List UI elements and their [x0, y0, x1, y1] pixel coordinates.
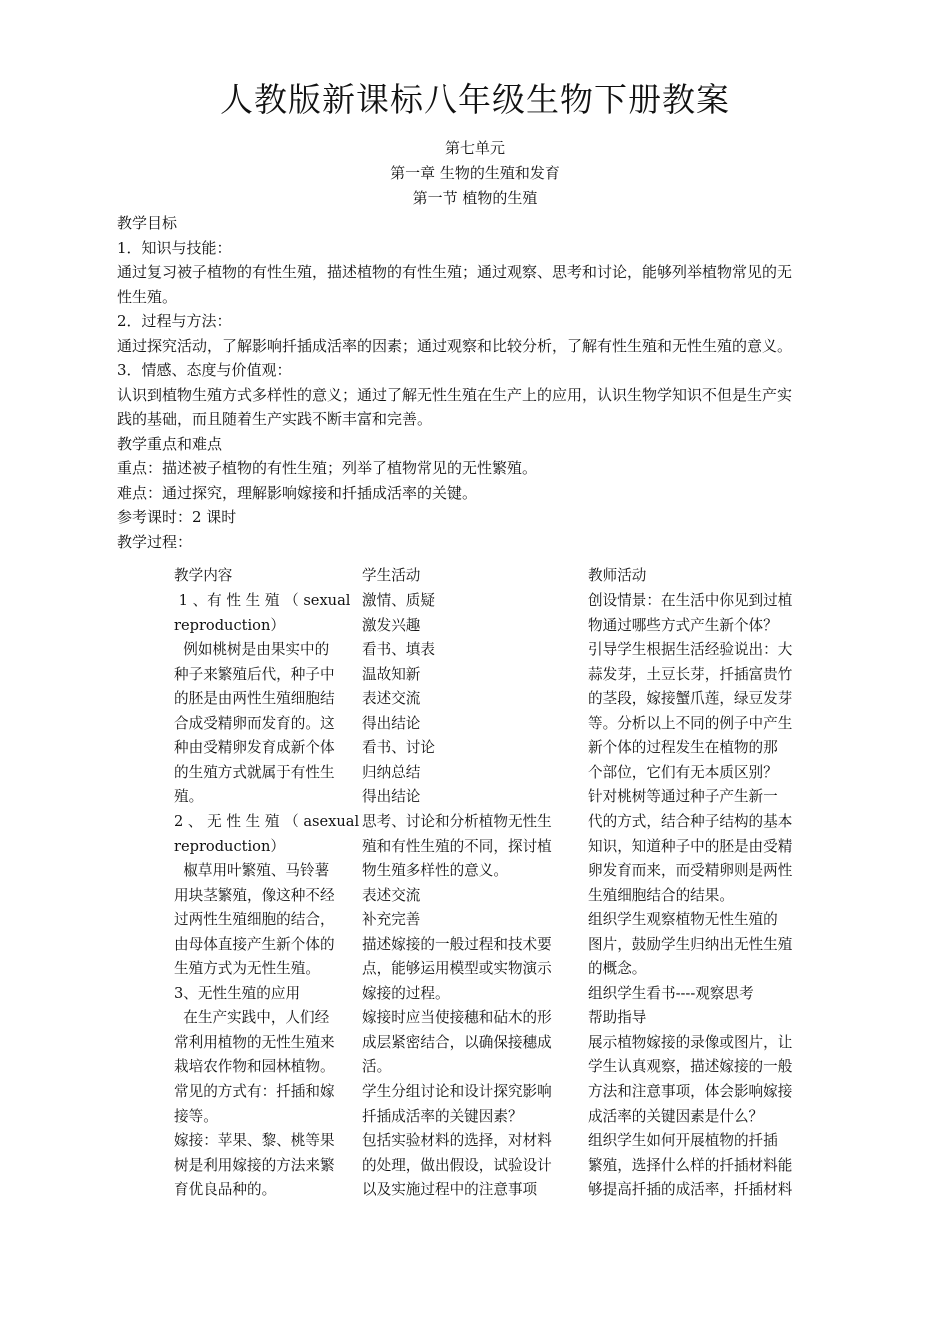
- intro-line: 通过复习被子植物的有性生殖，描述植物的有性生殖；通过观察、思考和讨论，能够列举植物常见的无: [117, 263, 793, 281]
- teacher-activity-line: 方法和注意事项，体会影响嫁接: [588, 1083, 793, 1100]
- content-line: 常利用植物的无性生殖来: [174, 1033, 335, 1051]
- intro-body: [117, 211, 879, 554]
- teacher-activity-line: 的茎段，嫁接蟹爪莲，绿豆发芽: [588, 690, 793, 708]
- content-line: 在生产实践中，人们经: [174, 1009, 330, 1027]
- student-activity-line: 学生分组讨论和设计探究影响: [362, 1083, 552, 1100]
- teacher-activity-line: 代的方式，结合种子结构的基本: [588, 812, 793, 830]
- content-line: 种由受精卵发育成新个体: [174, 739, 335, 757]
- student-activity-line: 温故知新: [362, 665, 421, 683]
- teacher-activity-line: 组织学生看书----观察思考: [588, 984, 754, 1002]
- student-activity-line: 表述交流: [362, 886, 421, 904]
- page-title: 人教版新课标八年级生物下册教案: [220, 80, 730, 119]
- student-activity-line: 补充完善: [362, 911, 421, 929]
- teacher-activity-line: 够提高扦插的成活率，扦插材料: [588, 1181, 793, 1199]
- intro-line: 2．过程与方法：: [117, 312, 232, 330]
- teacher-activity-line: 物通过哪些方式产生新个体？: [588, 616, 778, 634]
- student-activity-line: 成层紧密结合，以确保接穗成: [362, 1033, 552, 1051]
- student-activity-line: 激发兴趣: [362, 616, 421, 634]
- content-line: 由母体直接产生新个体的: [174, 935, 335, 953]
- student-activity-line: 激情、质疑: [362, 592, 435, 609]
- content-line: 栽培农作物和园林植物。: [174, 1058, 335, 1076]
- content-line: 树是利用嫁接的方法来繁: [174, 1156, 335, 1174]
- student-activity-line: 表述交流: [362, 690, 421, 708]
- column-header-teacher: 教师活动: [588, 567, 647, 584]
- student-activity-line: 包括实验材料的选择，对材料: [362, 1132, 552, 1150]
- content-line: 2 、 无 性 生 殖 （ asexual: [174, 812, 360, 830]
- teacher-activity-line: 生殖细胞结合的结果。: [588, 886, 734, 904]
- intro-line: 1．知识与技能：: [117, 238, 232, 257]
- content-line: 过两性生殖细胞的结合，: [174, 911, 335, 929]
- content-line: 常见的方式有：扦插和嫁: [174, 1083, 335, 1100]
- teacher-activity-line: 引导学生根据生活经验说出：大: [588, 641, 793, 659]
- student-activity-line: 点，能够运用模型或实物演示: [362, 960, 552, 978]
- student-activity-line: 得出结论: [362, 788, 421, 806]
- content-line: 的胚是由两性生殖细胞结: [174, 690, 335, 708]
- content-line: 育优良品种的。: [174, 1181, 277, 1199]
- content-line: 合成受精卵而发育的。这: [174, 714, 335, 732]
- section-heading: 第一节 植物的生殖: [412, 189, 538, 207]
- student-activity-line: 嫁接的过程。: [362, 984, 450, 1002]
- student-activity-line: 看书、填表: [362, 641, 435, 659]
- teacher-activity-line: 针对桃树等通过种子产生新一: [588, 788, 778, 806]
- teacher-activity-line: 蒜发芽，土豆长芽，扦插富贵竹: [588, 665, 793, 683]
- content-line: 的生殖方式就属于有性生: [174, 763, 335, 781]
- student-activity-line: 物生殖多样性的意义。: [362, 862, 508, 880]
- content-line: reproduction）: [174, 837, 285, 855]
- teacher-activity-line: 繁殖，选择什么样的扦插材料能: [588, 1156, 793, 1174]
- teacher-activity-line: 展示植物嫁接的录像或图片，让: [588, 1033, 793, 1051]
- teacher-activity-line: 组织学生如何开展植物的扦插: [588, 1132, 778, 1150]
- student-activity-line: 的处理，做出假设，试验设计: [362, 1156, 552, 1174]
- column-header-content: 教学内容: [174, 567, 233, 584]
- unit-heading: 第七单元: [444, 139, 505, 157]
- content-line: 殖。: [174, 788, 204, 806]
- content-line: 生殖方式为无性生殖。: [174, 960, 320, 978]
- teacher-activity-line: 学生认真观察，描述嫁接的一般: [588, 1058, 793, 1076]
- teacher-activity-line: 组织学生观察植物无性生殖的: [588, 911, 778, 929]
- content-line: 接等。: [174, 1107, 218, 1125]
- student-activity-line: 嫁接时应当使接穗和砧木的形: [362, 1009, 552, 1027]
- content-line: 椒草用叶繁殖、马铃薯: [174, 862, 330, 880]
- teacher-activity-line: 等。分析以上不同的例子中产生: [588, 714, 793, 732]
- intro-line: 重点：描述被子植物的有性生殖；列举了植物常见的无性繁殖。: [117, 459, 538, 477]
- content-line: 用块茎繁殖，像这种不经: [174, 886, 335, 904]
- content-line: 3、无性生殖的应用: [174, 984, 301, 1002]
- intro-line: 教学过程：: [117, 532, 193, 551]
- intro-line: 通过探究活动，了解影响扦插成活率的因素；通过观察和比较分析，了解有性生殖和无性生殖的意义。: [117, 336, 793, 355]
- teacher-activity-line: 的概念。: [588, 960, 647, 978]
- student-activity-line: 得出结论: [362, 714, 421, 732]
- teacher-activity-line: 个部位，它们有无本质区别？: [588, 763, 778, 781]
- teacher-activity-line: 新个体的过程发生在植物的那: [588, 739, 778, 757]
- intro-line: 教学重点和难点: [117, 434, 223, 453]
- content-line: 种子来繁殖后代，种子中: [174, 665, 335, 683]
- intro-line: 认识到植物生殖方式多样性的意义；通过了解无性生殖在生产上的应用，认识生物学知识不但是生产实: [117, 385, 793, 404]
- content-line: 1 、有 性 生 殖 （ sexual: [174, 592, 351, 609]
- student-activity-line: 殖和有性生殖的不同，探讨植: [362, 837, 552, 855]
- teacher-activity-line: 图片，鼓励学生归纳出无性生殖: [588, 935, 793, 953]
- student-activity-line: 以及实施过程中的注意事项: [362, 1181, 538, 1199]
- content-line: 例如桃树是由果实中的: [174, 641, 330, 659]
- student-activity-line: 思考、讨论和分析植物无性生: [362, 812, 552, 830]
- teacher-activity-line: 成活率的关键因素是什么？: [588, 1107, 764, 1125]
- column-header-student: 学生活动: [362, 567, 421, 584]
- content-line: 嫁接：苹果、黎、桃等果: [174, 1132, 335, 1150]
- intro-line: 教学目标: [117, 214, 178, 232]
- teacher-activity-line: 创设情景：在生活中你见到过植: [588, 592, 793, 609]
- chapter-heading: 第一章 生物的生殖和发育: [390, 164, 560, 182]
- student-activity-line: 扦插成活率的关键因素？: [362, 1107, 523, 1125]
- intro-line: 践的基础，而且随着生产实践不断丰富和完善。: [117, 410, 433, 428]
- intro-line: 参考课时：2 课时: [117, 508, 237, 526]
- student-activity-line: 归纳总结: [362, 763, 421, 781]
- content-line: reproduction）: [174, 616, 285, 634]
- student-activity-line: 看书、讨论: [362, 739, 435, 757]
- student-activity-line: 描述嫁接的一般过程和技术要: [362, 935, 552, 953]
- intro-line: 难点：通过探究，理解影响嫁接和扦插成活率的关键。: [117, 483, 478, 502]
- teacher-activity-line: 帮助指导: [588, 1009, 647, 1027]
- teacher-activity-line: 卵发育而来，而受精卵则是两性: [588, 862, 793, 880]
- student-activity-line: 活。: [362, 1058, 392, 1076]
- teacher-activity-line: 知识，知道种子中的胚是由受精: [588, 837, 793, 855]
- intro-line: 性生殖。: [117, 287, 178, 306]
- intro-line: 3．情感、态度与价值观：: [117, 361, 292, 379]
